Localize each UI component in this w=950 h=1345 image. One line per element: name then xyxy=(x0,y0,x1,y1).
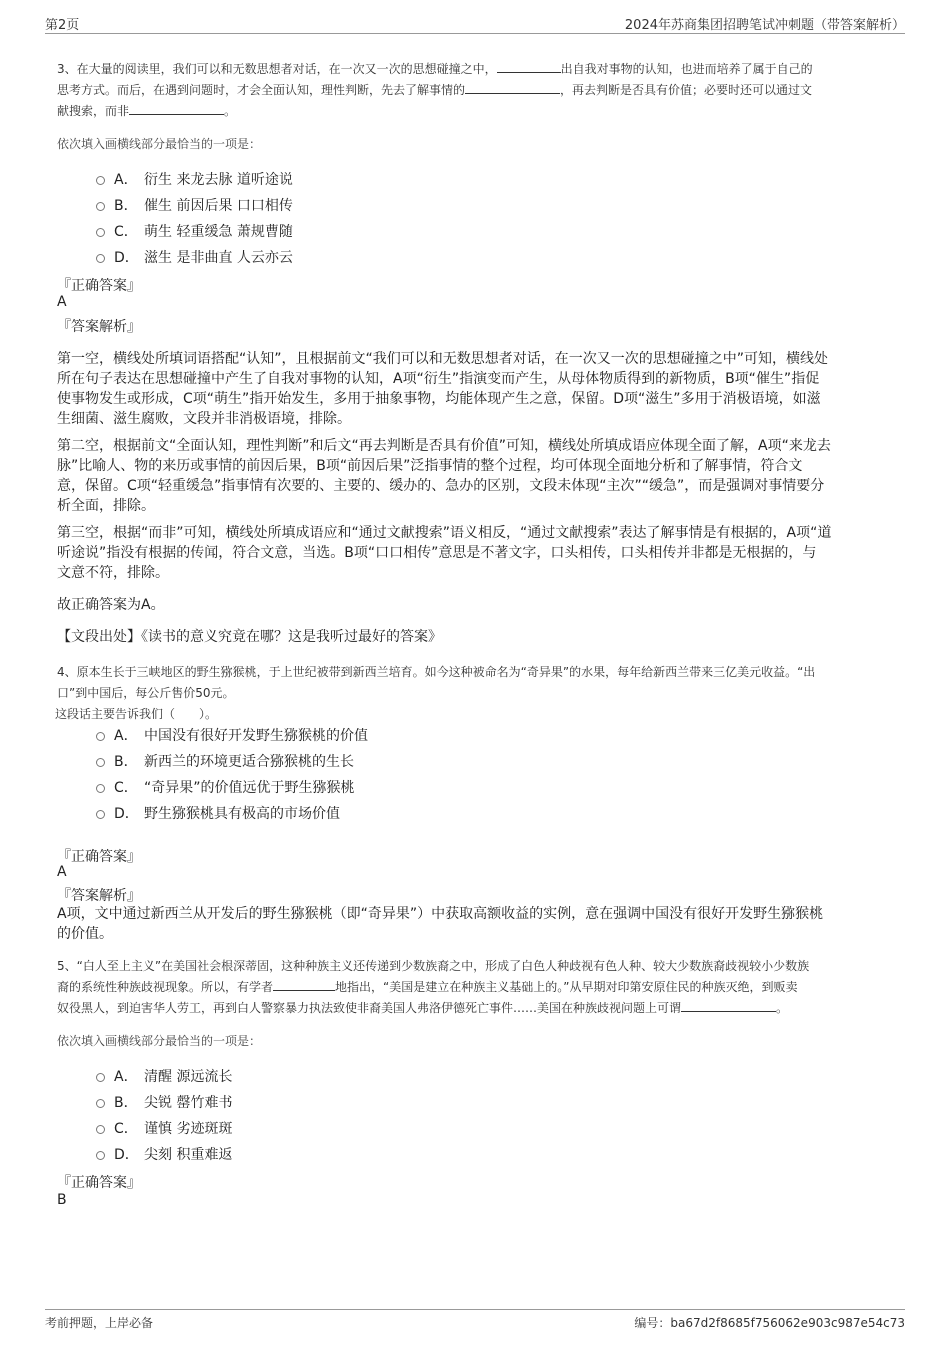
analysis-line: 文意不符，排除。 xyxy=(57,565,169,581)
option-text: 中国没有很好开发野生猕猴桃的价值 xyxy=(144,728,368,744)
option-letter: A． xyxy=(114,728,138,744)
blank-1 xyxy=(497,59,561,73)
q4-prompt: 这段话主要告诉我们（ ）。 xyxy=(55,707,218,721)
q5-option-d[interactable] xyxy=(96,1144,232,1164)
radio-icon[interactable] xyxy=(96,254,105,263)
radio-icon[interactable] xyxy=(96,1151,105,1160)
q3-source: 【文段出处】《读书的意义究竟在哪？这是我听过最好的答案》 xyxy=(57,629,442,645)
q3-conclusion: 故正确答案为A。 xyxy=(57,597,165,613)
option-text: 清醒 源远流长 xyxy=(144,1069,233,1085)
analysis-line: 第三空，根据“而非”可知，横线处所填成语应和“通过文献搜索”语义相反，“通过文献搜索”表达了解事情是有根据的，A项“道 xyxy=(57,525,832,541)
q3-analysis-paragraph-3 xyxy=(57,523,897,583)
analysis-line: 使事物发生或形成，C项“萌生”指开始发生，多用于抽象事物，均能体现产生之意，保留。D项“滋生”多用于消极语境，如滋 xyxy=(57,391,821,407)
question-3-stem xyxy=(57,59,902,122)
option-text: 尖锐 罄竹难书 xyxy=(144,1095,233,1111)
analysis-line: 析全面，排除。 xyxy=(57,498,155,514)
radio-icon[interactable] xyxy=(96,176,105,185)
radio-icon[interactable] xyxy=(96,784,105,793)
header-divider xyxy=(45,33,905,34)
q4-analysis-label: 『答案解析』 xyxy=(57,888,141,904)
q3-text: ，再去判断是否具有价值；必要时还可以通过文 xyxy=(560,83,813,97)
q5-option-c[interactable] xyxy=(96,1118,232,1138)
q4-option-c[interactable] xyxy=(96,777,355,797)
radio-icon[interactable] xyxy=(96,1073,105,1082)
option-text: 谨慎 劣迹斑斑 xyxy=(144,1121,233,1137)
option-letter: D． xyxy=(114,250,139,266)
q5-text: 奴役黑人，到迫害华人劳工，再到白人警察暴力执法致使非裔美国人弗洛伊德死亡事件……美国在种族歧视问题上可谓 xyxy=(57,1001,682,1015)
footer-document-id xyxy=(634,1314,905,1331)
analysis-line: 第一空，横线处所填词语搭配“认知”，且根据前文“我们可以和无数思想者对话，在一次又一次的思想碰撞之中”可知，横线处 xyxy=(57,351,829,367)
radio-icon[interactable] xyxy=(96,1125,105,1134)
option-letter: A． xyxy=(114,1069,138,1085)
question-4-stem xyxy=(57,662,902,704)
option-text: 催生 前因后果 口口相传 xyxy=(144,198,293,214)
q4-analysis xyxy=(57,904,897,944)
footer-slogan: 考前押题，上岸必备 xyxy=(45,1316,154,1330)
q3-option-a[interactable] xyxy=(96,169,293,189)
radio-icon[interactable] xyxy=(96,202,105,211)
blank-1 xyxy=(273,977,335,991)
option-letter: C． xyxy=(114,224,138,240)
q4-answer-label: 『正确答案』 xyxy=(57,849,141,865)
q3-analysis-label: 『答案解析』 xyxy=(57,319,141,335)
radio-icon[interactable] xyxy=(96,810,105,819)
q3-text: 出自我对事物的认知，也进而培养了属于自己的 xyxy=(560,62,813,76)
option-letter: A． xyxy=(114,172,138,188)
analysis-line: A项，文中通过新西兰从开发后的野生猕猴桃（即“奇异果”）中获取高额收益的实例，意在强调中国没有很好开发野生猕猴桃 xyxy=(57,906,824,922)
option-text: 衍生 来龙去脉 道听途说 xyxy=(144,172,293,188)
q3-analysis-paragraph-2 xyxy=(57,436,897,516)
q5-answer: B xyxy=(57,1192,67,1208)
analysis-line: 意，保留。C项“轻重缓急”指事情有次要的、主要的、缓办的、急办的区别，文段未体现“主次”“缓急”，而是强调对事情要分 xyxy=(57,478,825,494)
q5-text: 5、“白人至上主义”在美国社会根深蒂固，这种种族主义还传递到少数族裔之中，形成了白色人种歧视有色人种、较大少数族裔歧视较小少数族 xyxy=(57,959,810,973)
q3-analysis-paragraph-1 xyxy=(57,349,897,429)
footer-id-code: ba67d2f8685f756062e903c987e54c73 xyxy=(670,1316,905,1330)
q3-option-c[interactable] xyxy=(96,221,293,241)
option-letter: B． xyxy=(114,198,138,214)
q4-text: 口”到中国后，每公斤售价50元。 xyxy=(57,686,235,700)
q5-instruction: 依次填入画横线部分最恰当的一项是： xyxy=(57,1034,262,1048)
analysis-line: 所在句子表达在思想碰撞中产生了自我对事物的认知，A项“衍生”指演变而产生，从母体物质得到的新物质，B项“催生”指促 xyxy=(57,371,820,387)
q3-option-d[interactable] xyxy=(96,247,293,267)
q4-option-d[interactable] xyxy=(96,803,340,823)
q3-text: 3、在大量的阅读里，我们可以和无数思想者对话，在一次又一次的思想碰撞之中， xyxy=(57,62,497,76)
radio-icon[interactable] xyxy=(96,1099,105,1108)
q4-option-b[interactable] xyxy=(96,751,354,771)
radio-icon[interactable] xyxy=(96,732,105,741)
option-letter: C． xyxy=(114,780,138,796)
q5-text: 。 xyxy=(776,1001,789,1015)
analysis-line: 脉”比喻人、物的来历或事情的前因后果，B项“前因后果”泛指事情的整个过程，均可体现全面地分析和了解事情，符合文 xyxy=(57,458,803,474)
radio-icon[interactable] xyxy=(96,228,105,237)
option-text: 野生猕猴桃具有极高的市场价值 xyxy=(144,806,340,822)
q4-option-a[interactable] xyxy=(96,725,368,745)
document-title: 2024年苏商集团招聘笔试冲刺题（带答案解析） xyxy=(624,18,905,33)
footer-id-label: 编号： xyxy=(634,1316,671,1330)
q5-text: 地指出，“美国是建立在种族主义基础上的。”从早期对印第安原住民的种族灭绝，到贩卖 xyxy=(335,980,798,994)
page-number: 第2页 xyxy=(45,18,80,33)
q3-text: 。 xyxy=(224,104,237,118)
q4-answer: A xyxy=(57,864,67,880)
option-letter: B． xyxy=(114,1095,138,1111)
q5-option-b[interactable] xyxy=(96,1092,232,1112)
blank-3 xyxy=(129,101,224,115)
option-letter: D． xyxy=(114,1147,139,1163)
option-letter: D． xyxy=(114,806,139,822)
blank-2 xyxy=(681,998,776,1012)
option-text: 尖刻 积重难返 xyxy=(144,1147,233,1163)
footer-divider xyxy=(45,1309,905,1310)
option-text: 滋生 是非曲直 人云亦云 xyxy=(144,250,293,266)
q3-instruction: 依次填入画横线部分最恰当的一项是： xyxy=(57,137,262,151)
q3-text: 献搜索，而非 xyxy=(57,104,130,118)
option-text: 新西兰的环境更适合猕猴桃的生长 xyxy=(144,754,354,770)
analysis-line: 生细菌、滋生腐败，文段并非消极语境，排除。 xyxy=(57,411,351,427)
analysis-line: 的价值。 xyxy=(57,926,113,942)
q3-answer-label: 『正确答案』 xyxy=(57,278,141,294)
radio-icon[interactable] xyxy=(96,758,105,767)
option-letter: B． xyxy=(114,754,138,770)
option-text: 萌生 轻重缓急 萧规曹随 xyxy=(144,224,293,240)
q3-text: 思考方式。而后，在遇到问题时，才会全面认知，理性判断，先去了解事情的 xyxy=(57,83,466,97)
q5-text: 裔的系统性种族歧视现象。所以，有学者 xyxy=(57,980,274,994)
q5-option-a[interactable] xyxy=(96,1066,232,1086)
question-5-stem xyxy=(57,956,902,1019)
analysis-line: 听途说”指没有根据的传闻，符合文意，当选。B项“口口相传”意思是不著文字，口头相传，口头相传并非都是无根据的，与 xyxy=(57,545,817,561)
option-letter: C． xyxy=(114,1121,138,1137)
option-text: “奇异果”的价值远优于野生猕猴桃 xyxy=(144,780,355,796)
analysis-line: 第二空，根据前文“全面认知，理性判断”和后文“再去判断是否具有价值”可知，横线处所填成语应体现全面了解，A项“来龙去 xyxy=(57,438,831,454)
q3-answer: A xyxy=(57,294,67,310)
q4-text: 4、原本生长于三峡地区的野生猕猴桃，于上世纪被带到新西兰培育。如今这种被命名为“奇异果”的水果，每年给新西兰带来三亿美元收益。“出 xyxy=(57,665,816,679)
q3-option-b[interactable] xyxy=(96,195,293,215)
blank-2 xyxy=(465,80,560,94)
q5-answer-label: 『正确答案』 xyxy=(57,1175,141,1191)
